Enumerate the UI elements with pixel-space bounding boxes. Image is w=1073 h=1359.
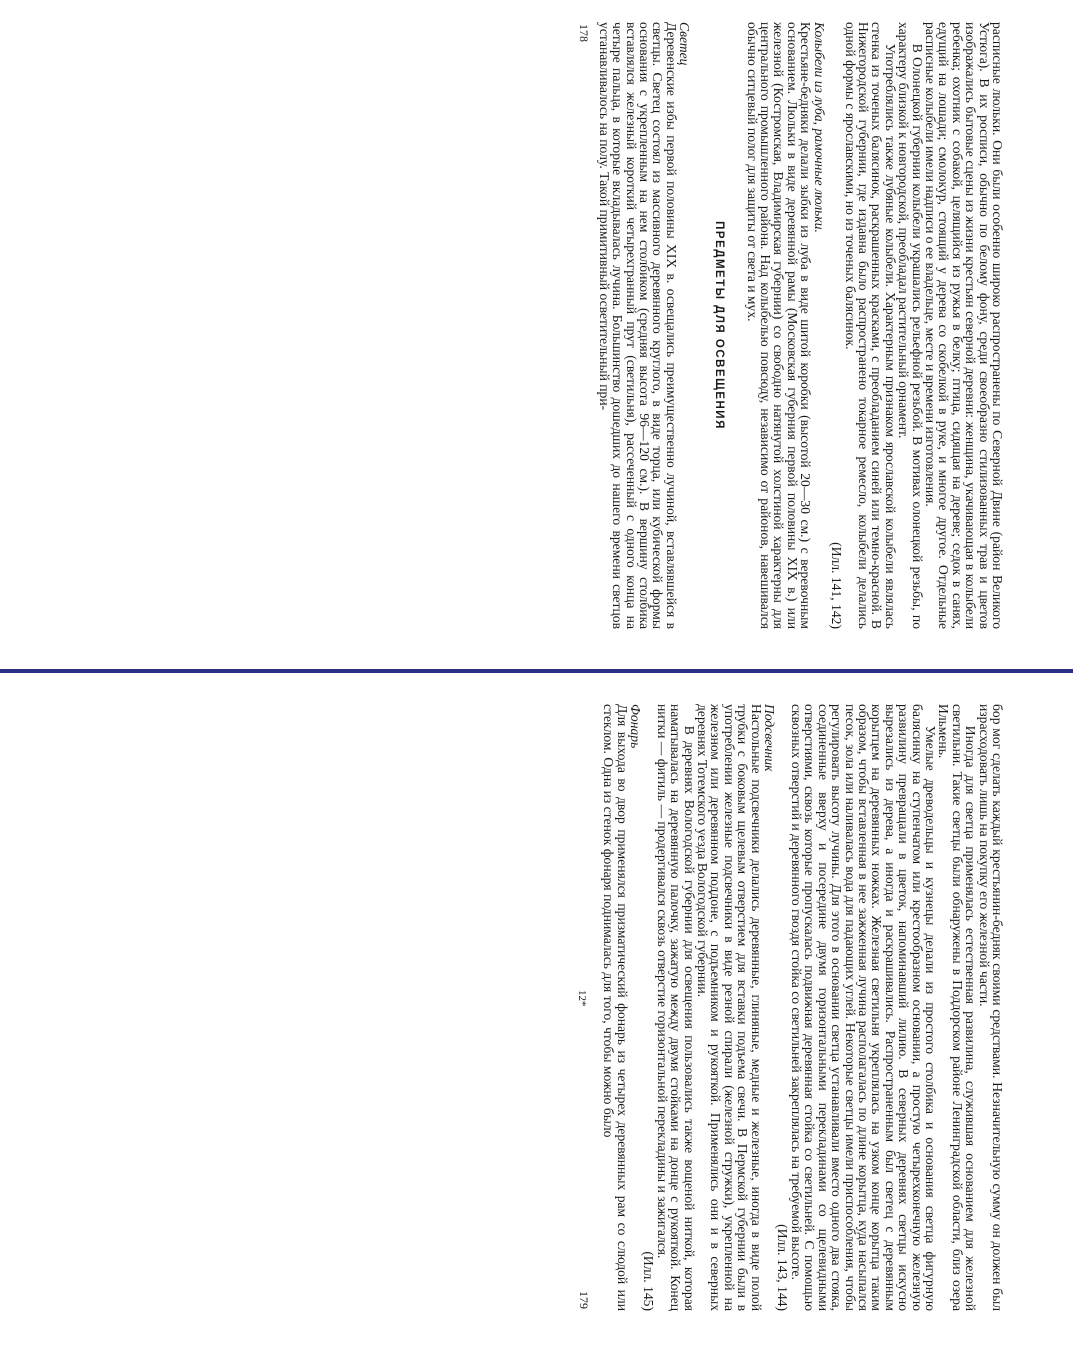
page-178: [572, 8, 1012, 643]
paragraph: В деревнях Вологодской губернии для освещения пользовались также вощеной ниткой, которая наматывалась на деревянную палочку, зажатую между двумя стойками на донце с рукояткой. Конец нитки — фитиль — продергивался сквозь отверстие горизонтальной перекладины и зажигался.: [654, 704, 697, 1311]
illustration-reference: (Илл. 145): [641, 1251, 657, 1311]
page-179: [572, 690, 1012, 1325]
illustration-reference: (Илл. 143, 144): [775, 1224, 791, 1311]
page-divider: [0, 669, 1073, 673]
page-178-text: [745, 22, 1004, 629]
subsection-caption: Фонарь: [628, 704, 644, 749]
paragraph: Для выхода во двор применялся призматический фонарь из четырех деревянных рам со слюдой или стеклом. Одна из стенок фонаря поднималась для того, чтобы можно было: [601, 704, 630, 1311]
subsection-caption: Светец: [677, 22, 693, 66]
paragraph: Настольные подсвечники делались деревянные, глиняные, медные и железные, иногда в виде полой трубки с боковым щелевым отверстием для вставки подъема свечи. В Пермской губернии были в употреблении железные подсвечники в виде резной спирали (железной стружки), укрепленной на железном или деревянном поддоне, с подъемником и рукояткой. Применялись они и в северных деревнях Тотемского уезда Вологодской губернии.: [695, 704, 764, 1311]
page-number: 179: [577, 1291, 591, 1309]
printer-signature: 12*: [576, 990, 588, 1007]
paragraph: Употреблялись также лубяные колыбели. Характерным признаком ярославской колыбели являлась стенка из точеных балясинок, раскрашенных красками, с преобладанием синей или темно-красной. В Нижегородской губернии, где издавна было распространено токарное ремесло, колыбели делались одной формы с ярославскими, но из точеных балясинок.: [842, 22, 898, 629]
paragraph: Деревенские избы первой половины XIX в. освещались преимущественно лучиной, вставлявшейся в светцы. Светец состоял из массивного деревянного круглого, в виде торца, или кубической формы основания с укрепленным на нем столбиком (средняя высота 96—120 см.). В вершину столбика вставлялся железный короткий четырехгранный прут (светильня), рассеченный с одного конца на четыре пальца, в которые вкладывалась лучина. Большинство дошедших до нашего времени светцов устанавливалось на полу. Такой примитивный осветительный при-: [596, 22, 679, 629]
paragraph: Умелые древодельцы и кузнецы делали из простого столбика и основания светца фигурную балясинку на ступенчатом или крестообразном основании, а простую четырехконечную железную развилину превращали в цветок, напоминавший лилию. В северных деревнях светцы искусно вырезались из дерева, а иногда и раскрашивались. Распространенным был светец с деревянным корытцем на деревянных ножках. Железная светильня укреплялась на узком конце корытца таким образом, чтобы вставленная в нее зажженная лучина располагалась по длине корытца, куда насыпался песок, зола или наливалась вода для падающих углей. Некоторые светцы имели приспособления, чтобы регулировать высоту лучины. Для этого в основании светца устанавливали вместо одного два стояка, соединенные вверху и посередине двумя горизонтальными перекладинами со щелевидными отверстиями, сквозь которые пропускалась подвижная деревянная стойка со светильней. С помощью сквозных отверстий и деревянного гвоздя стойка со светильней закреплялась на требуемой высоте.: [788, 704, 938, 1311]
paragraph: В Олонецкой губернии колыбели украшались рельефной резьбой. В мотивах олонецкой резьбы, по характеру близкой к новгородской, преобладал растительный орнамент.: [896, 22, 925, 629]
illustration-reference: (Илл. 141, 142): [829, 542, 845, 629]
paragraph: расписные люльки. Они были особенно широко распространены по Северной Двине (район Великого Устюга). В их росписи, обычно по белому фону, среди своеобразно стилизованных трав и цветов изображались бытовые сцены из жизни крестьян северной деревни: женщина, укачивающая в колыбели ребенка; охотник с собакой, целящийся из ружья в белку; птица, сидящая на дереве; седок в санях, едущий на лошади; смолокур, стоящий у дерева со скобелкой в руке, и многое другое. Отдельные расписные колыбели имели надписи о ее владельце, месте и времени изготовления.: [922, 22, 1005, 629]
section-heading: ПРЕДМЕТЫ ДЛЯ ОСВЕЩЕНИЯ: [713, 221, 726, 430]
subsection-caption: Колыбели из луба, рамочные люльки.: [811, 22, 827, 233]
page-179-text: [602, 704, 1004, 1311]
subsection-caption: Подсвечник: [762, 704, 778, 772]
page-number: 178: [577, 24, 591, 42]
paragraph: Иногда для светца применялась естественная развилина, служившая основанием для железной светильни. Такие светцы были обнаружены в Поддорском районе Ленинградской области, близ озера Ильмень.: [936, 704, 979, 1311]
paragraph: бор мог сделать каждый крестьянин-бедняк своими средствами. Незначительную сумму он должен был израсходовать лишь на покупку его железной части.: [976, 704, 1005, 1311]
paragraph: Крестьяне-бедняки делали зыбки из луба в виде шитой коробки (высотой 20—30 см.) с веревочным основанием. Люльки в виде деревянной рамы (Московская губерния первой половины XIX в.) или железной (Костромская, Владимирская губернии) со свободно натянутой холстиной характерны для центрального промышленного района. Над колыбелью повсюду, независимо от районов, навешивался обычно ситцевый полог для защиты от света и мух.: [744, 22, 814, 629]
